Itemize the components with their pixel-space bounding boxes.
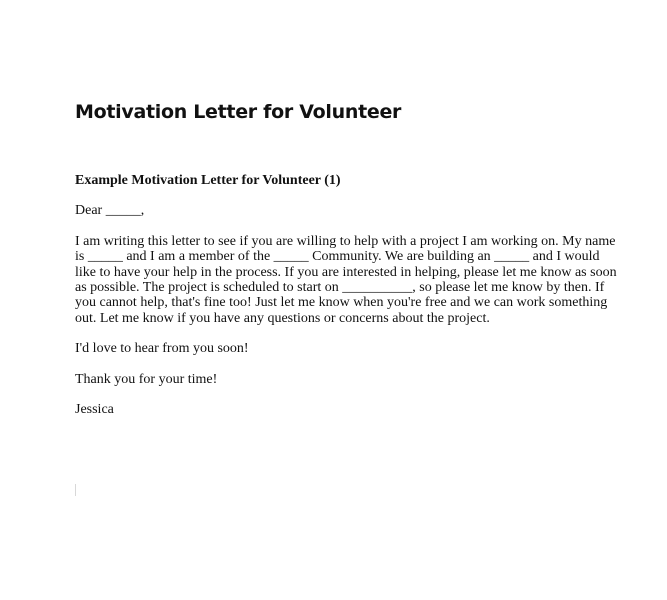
text-cursor-mark <box>75 484 76 496</box>
letter-body-line: you cannot help, that's fine too! Just let me know when you're free and we can work something <box>75 295 608 311</box>
page-title: Motivation Letter for Volunteer <box>75 101 402 123</box>
letter-subheading: Example Motivation Letter for Volunteer (1) <box>75 173 341 188</box>
letter-signature: Jessica <box>75 402 114 418</box>
letter-body-line: as possible. The project is scheduled to start on __________, so please let me know by then. If <box>75 280 605 296</box>
letter-content <box>75 173 617 432</box>
letter-body-line: like to have your help in the process. If you are interested in helping, please let me know as soon <box>75 264 617 280</box>
letter-closing-line: I'd love to hear from you soon! <box>75 341 249 357</box>
letter-body-line: is _____ and I am a member of the _____ Community. We are building an _____ and I would <box>75 249 600 265</box>
letter-salutation: Dear _____, <box>75 203 145 219</box>
letter-body-line: out. Let me know if you have any questions or concerns about the project. <box>75 310 490 326</box>
letter-body-line: I am writing this letter to see if you are willing to help with a project I am working on. My name <box>75 233 616 249</box>
letter-body <box>75 233 617 326</box>
letter-thanks-line: Thank you for your time! <box>75 371 218 387</box>
